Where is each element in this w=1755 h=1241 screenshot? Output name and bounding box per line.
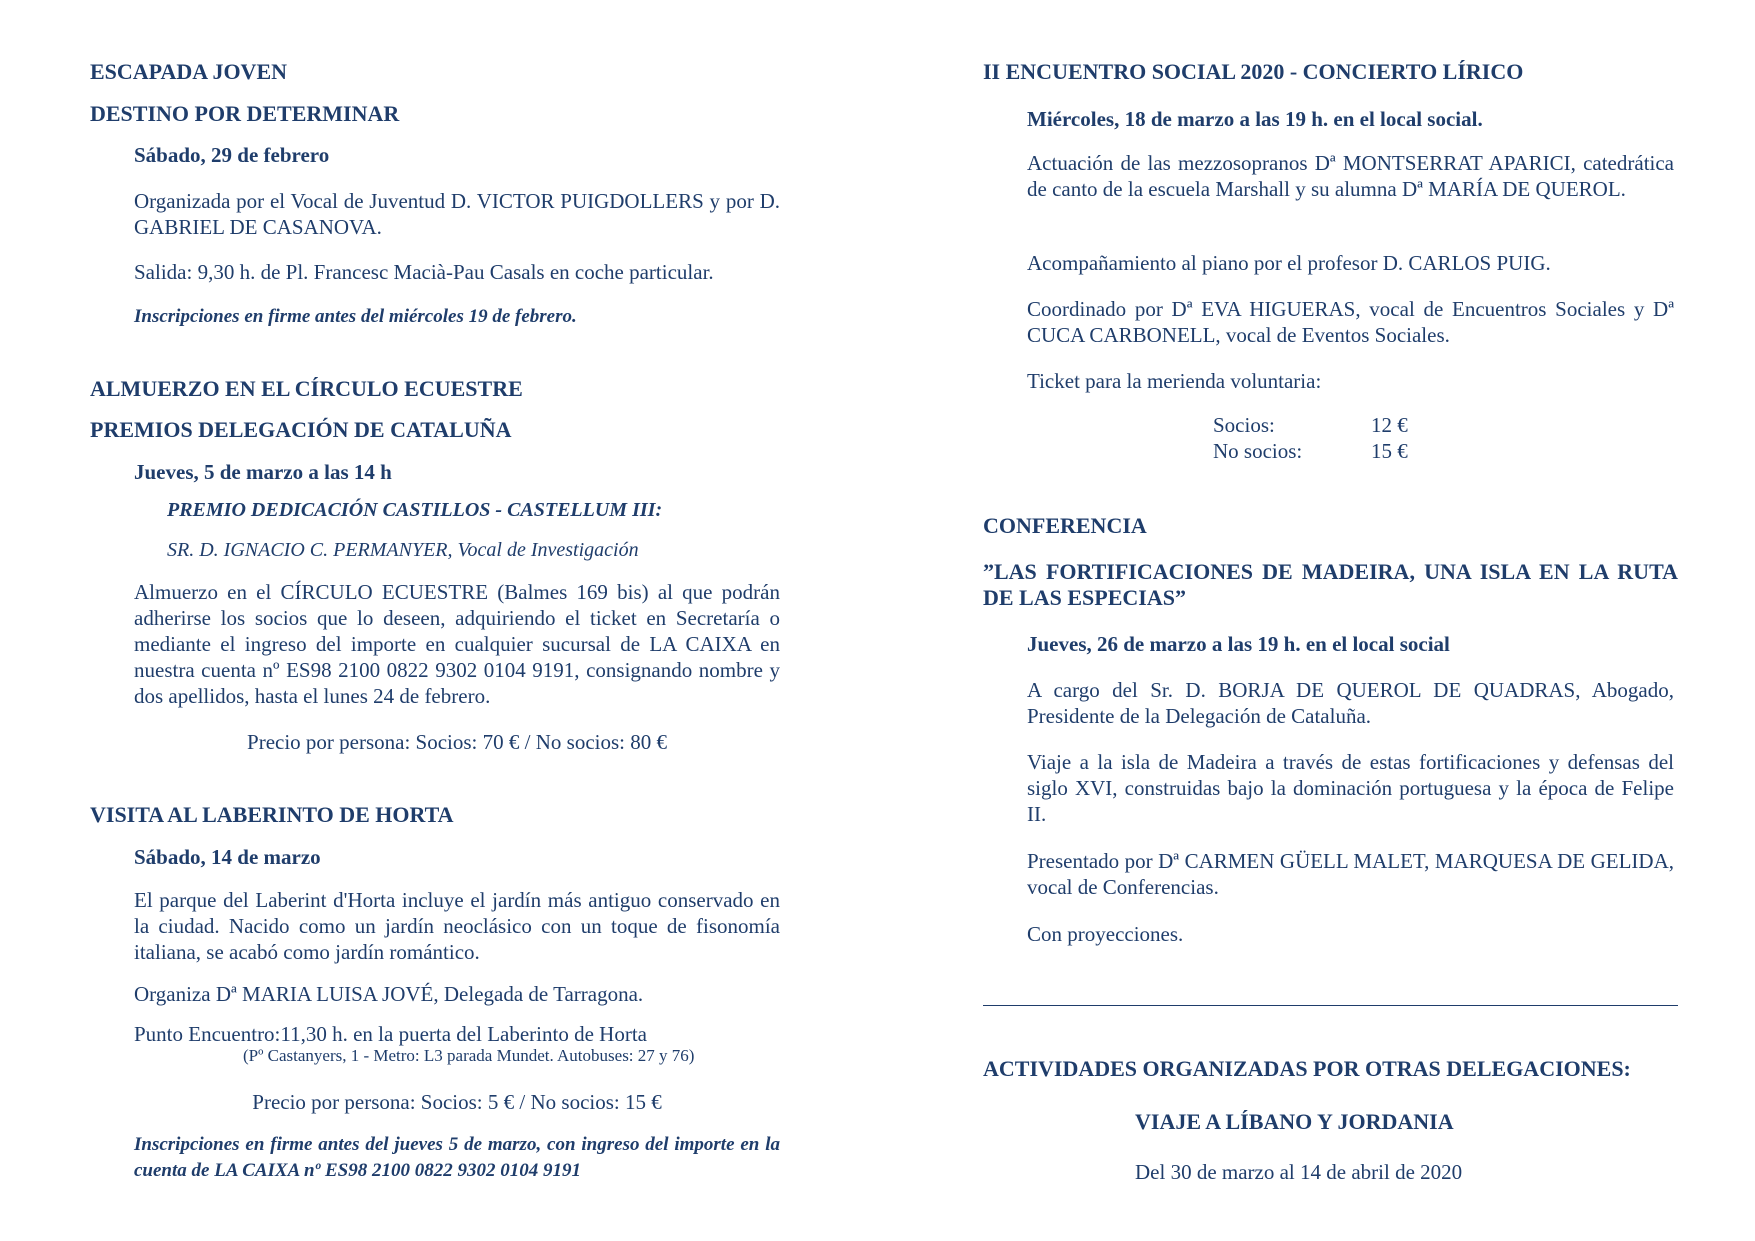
laberinto-description: El parque del Laberint d'Horta incluye el jardín más antiguo conservado en la ciudad. Nacido como un jardín neoclásico con un toque de fisonomía italiana, se acabó como jardín romántico. <box>134 888 780 964</box>
almuerzo-date: Jueves, 5 de marzo a las 14 h <box>134 460 392 484</box>
conferencia-speaker: A cargo del Sr. D. BORJA DE QUEROL DE QUADRAS, Abogado, Presidente de la Delegación de Cataluña. <box>1027 678 1674 728</box>
encuentro-piano: Acompañamiento al piano por el profesor D. CARLOS PUIG. <box>1027 251 1551 275</box>
laberinto-organizer: Organiza Dª MARIA LUISA JOVÉ, Delegada de Tarragona. <box>134 982 644 1006</box>
almuerzo-subtitle: PREMIOS DELEGACIÓN DE CATALUÑA <box>90 417 512 442</box>
escapada-registration: Inscripciones en firme antes del miércoles 19 de febrero. <box>134 306 577 327</box>
conferencia-title: CONFERENCIA <box>983 513 1147 538</box>
encuentro-coordinated: Coordinado por Dª EVA HIGUERAS, vocal de Encuentros Sociales y Dª CUCA CARBONELL, vocal de Eventos Sociales. <box>1027 297 1674 347</box>
ticket-price-table <box>1213 412 1408 464</box>
price-value: 12 € <box>1371 413 1408 437</box>
laberinto-meeting: Punto Encuentro:11,30 h. en la puerta del Laberinto de Horta <box>134 1022 647 1046</box>
encuentro-title: II ENCUENTRO SOCIAL 2020 - CONCIERTO LÍRICO <box>983 59 1524 84</box>
otras-dates: Del 30 de marzo al 14 de abril de 2020 <box>1135 1160 1463 1184</box>
otras-trip: VIAJE A LÍBANO Y JORDANIA <box>1135 1109 1454 1134</box>
laberinto-registration: Inscripciones en firme antes del jueves 5 de marzo, con ingreso del importe en la cuenta de LA CAIXA nº ES98 2100 0822 9302 0104 9191 <box>134 1134 780 1181</box>
conferencia-subtitle: ”LAS FORTIFICACIONES DE MADEIRA, UNA ISLA EN LA RUTA DE LAS ESPECIAS” <box>983 559 1678 610</box>
almuerzo-price: Precio por persona: Socios: 70 € / No socios: 80 € <box>247 730 667 754</box>
almuerzo-description: Almuerzo en el CÍRCULO ECUESTRE (Balmes 169 bis) al que podrán adherirse los socios que lo deseen, adquiriendo el ticket en Secretaría o mediante el ingreso del importe en cualquier sucursal de LA CAIXA en nuestra cuenta nº ES98 2100 0822 9302 0104 9191, consignando nombre y dos apellidos, hasta el lunes 24 de febrero. <box>134 580 780 708</box>
escapada-date: Sábado, 29 de febrero <box>134 143 330 167</box>
laberinto-transport: (Pº Castanyers, 1 - Metro: L3 parada Mundet. Autobuses: 27 y 76) <box>243 1046 695 1065</box>
almuerzo-award: PREMIO DEDICACIÓN CASTILLOS - CASTELLUM III: <box>167 499 663 521</box>
conferencia-presenter: Presentado por Dª CARMEN GÜELL MALET, MARQUESA DE GELIDA, vocal de Conferencias. <box>1027 849 1674 899</box>
escapada-organized: Organizada por el Vocal de Juventud D. VICTOR PUIGDOLLERS y por D. GABRIEL DE CASANOVA. <box>134 189 780 239</box>
conferencia-projections: Con proyecciones. <box>1027 922 1184 946</box>
price-row <box>1213 438 1408 464</box>
otras-title: ACTIVIDADES ORGANIZADAS POR OTRAS DELEGACIONES: <box>983 1056 1631 1081</box>
encuentro-performers: Actuación de las mezzosopranos Dª MONTSERRAT APARICI, catedrática de canto de la escuela Marshall y su alumna Dª MARÍA DE QUEROL. <box>1027 151 1674 201</box>
laberinto-date: Sábado, 14 de marzo <box>134 845 321 869</box>
encuentro-ticket: Ticket para la merienda voluntaria: <box>1027 369 1322 393</box>
almuerzo-awardee: SR. D. IGNACIO C. PERMANYER, Vocal de Investigación <box>167 539 639 561</box>
conferencia-description: Viaje a la isla de Madeira a través de estas fortificaciones y defensas del siglo XVI, construidas bajo la dominación portuguesa y la época de Felipe II. <box>1027 750 1674 826</box>
escapada-title: ESCAPADA JOVEN <box>90 59 288 84</box>
price-label: No socios: <box>1213 439 1303 463</box>
price-value: 15 € <box>1371 439 1408 463</box>
almuerzo-title: ALMUERZO EN EL CÍRCULO ECUESTRE <box>90 376 523 401</box>
price-row <box>1213 412 1408 438</box>
encuentro-date: Miércoles, 18 de marzo a las 19 h. en el local social. <box>1027 107 1483 131</box>
escapada-subtitle: DESTINO POR DETERMINAR <box>90 101 400 126</box>
conferencia-date: Jueves, 26 de marzo a las 19 h. en el local social <box>1027 632 1450 656</box>
section-divider <box>983 1005 1678 1006</box>
escapada-departure: Salida: 9,30 h. de Pl. Francesc Macià-Pau Casals en coche particular. <box>134 260 714 284</box>
laberinto-title: VISITA AL LABERINTO DE HORTA <box>90 802 454 827</box>
laberinto-price: Precio por persona: Socios: 5 € / No socios: 15 € <box>252 1090 662 1114</box>
price-label: Socios: <box>1213 413 1275 437</box>
